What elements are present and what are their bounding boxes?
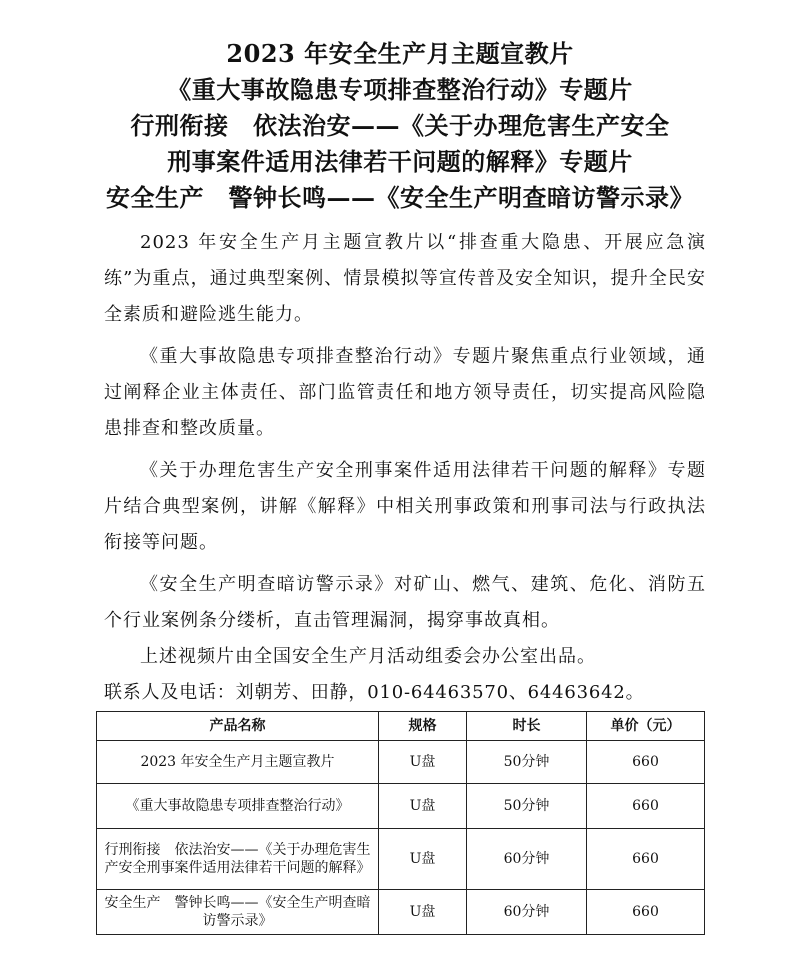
cell-spec: U盘 [379, 741, 467, 784]
cell-spec: U盘 [379, 890, 467, 935]
cell-duration: 60分钟 [467, 890, 587, 935]
title-line-2: 《重大事故隐患专项排查整治行动》专题片 [167, 75, 633, 104]
paragraph-intro: 2023 年安全生产月主题宣教片以“排查重大隐患、开展应急演练”为重点，通过典型案例、情景模拟等宣传普及安全知识，提升全民安全素质和避险逃生能力。 [104, 232, 706, 325]
paragraph-producer: 上述视频片由全国安全生产月活动组委会办公室出品。 [140, 646, 596, 667]
cell-product-name: 安全生产 警钟长鸣——《安全生产明查暗访警示录》 [97, 890, 379, 935]
cell-product-name: 行刑衔接 依法治安——《关于办理危害生产安全刑事案件适用法律若干问题的解释》 [97, 829, 379, 890]
cell-spec: U盘 [379, 784, 467, 829]
cell-unit-price: 660 [587, 829, 705, 890]
product-table [96, 711, 705, 935]
table-row [97, 890, 705, 935]
cell-duration: 60分钟 [467, 829, 587, 890]
cell-duration: 50分钟 [467, 741, 587, 784]
table-row [97, 784, 705, 829]
title-line-4: 刑事案件适用法律若干问题的解释》专题片 [167, 147, 633, 176]
title-line-3: 行刑衔接 依法治安——《关于办理危害生产安全 [130, 111, 670, 140]
table-row [97, 741, 705, 784]
title-line-5: 安全生产 警钟长鸣——《安全生产明查暗访警示录》 [106, 183, 694, 212]
header-spec: 规格 [379, 712, 467, 741]
paragraph-warning-film: 《安全生产明查暗访警示录》对矿山、燃气、建筑、危化、消防五个行业案例条分缕析，直击管理漏洞，揭穿事故真相。 [104, 574, 706, 631]
cell-unit-price: 660 [587, 784, 705, 829]
cell-duration: 50分钟 [467, 784, 587, 829]
paragraph-hazard-film: 《重大事故隐患专项排查整治行动》专题片聚焦重点行业领域，通过阐释企业主体责任、部门监管责任和地方领导责任，切实提高风险隐患排查和整改质量。 [104, 346, 706, 439]
title-block [0, 36, 800, 216]
body-text [104, 225, 706, 711]
cell-spec: U盘 [379, 829, 467, 890]
header-unit-price: 单价（元） [587, 712, 705, 741]
contact-line: 联系人及电话：刘朝芳、田静，010-64463570、64463642。 [104, 682, 645, 703]
paragraph-interpretation-film: 《关于办理危害生产安全刑事案件适用法律若干问题的解释》专题片结合典型案例，讲解《解释》中相关刑事政策和刑事司法与行政执法衔接等问题。 [104, 460, 706, 553]
cell-product-name: 《重大事故隐患专项排查整治行动》 [97, 784, 379, 829]
cell-product-name: 2023 年安全生产月主题宣教片 [97, 741, 379, 784]
table-header-row [97, 712, 705, 741]
cell-unit-price: 660 [587, 890, 705, 935]
header-duration: 时长 [467, 712, 587, 741]
cell-unit-price: 660 [587, 741, 705, 784]
title-line-1: 2023 年安全生产月主题宣教片 [226, 39, 574, 68]
header-product-name: 产品名称 [97, 712, 379, 741]
table-row [97, 829, 705, 890]
